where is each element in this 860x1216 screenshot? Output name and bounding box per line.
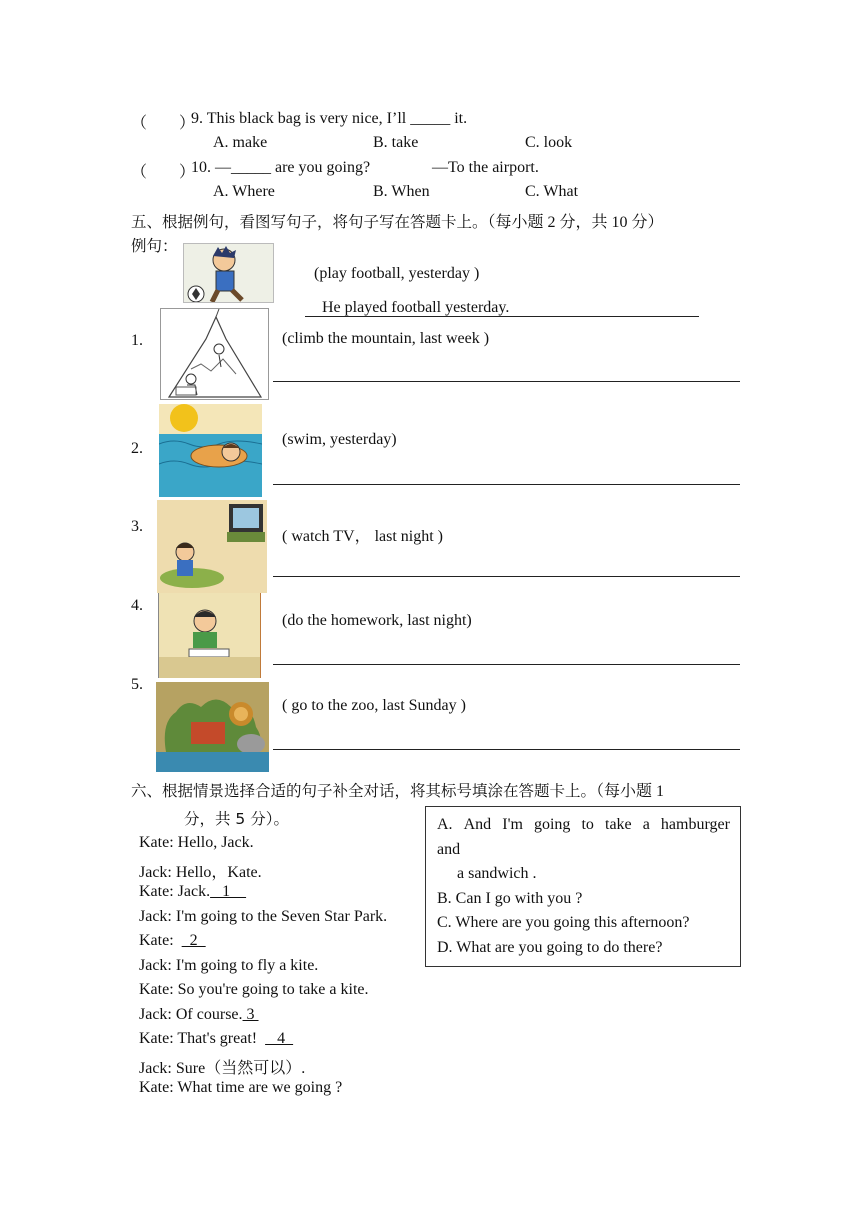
picture-climb-mountain xyxy=(160,308,269,400)
dialogue-text: Jack: Hello，Kate. xyxy=(139,863,262,881)
option-a-line1: A. And I'm going to take a hamburger xyxy=(437,816,730,833)
dialogue-text: Jack: Sure（当然可以）. xyxy=(139,1059,306,1077)
dialogue-line xyxy=(139,932,206,950)
dialogue-blank[interactable]: 3 xyxy=(242,1005,259,1023)
dialogue-text: Kate: Hello, Jack. xyxy=(139,834,254,851)
item4-number: 4. xyxy=(131,597,143,614)
dialogue-line xyxy=(139,1030,293,1048)
section5-points: （每小题 2 分，共 10 分） xyxy=(487,214,664,231)
section6-points: （每小题 1 xyxy=(596,783,665,800)
item3-prompt: ( watch TV， last night ) xyxy=(282,528,444,545)
option-d: D. What are you going to do there? xyxy=(437,939,663,956)
option-c: C. Where are you going this afternoon? xyxy=(437,914,690,931)
option-a-line2: and xyxy=(437,841,461,858)
dialogue-text: Jack: I'm going to the Seven Star Park. xyxy=(139,907,388,925)
example-picture-football xyxy=(183,243,274,303)
item1-answer-line[interactable] xyxy=(273,381,740,382)
dialogue-text: Kate: That's great! xyxy=(139,1030,266,1047)
dialogue-line xyxy=(139,1079,342,1097)
item5-prompt: ( go to the zoo, last Sunday ) xyxy=(282,697,466,714)
section6-title: 六、根据情景选择合适的句子补全对话，将其标号填涂在答题卡上。 xyxy=(131,782,597,800)
item2-prompt: (swim, yesterday) xyxy=(282,431,397,448)
q10-answer: —To the airport. xyxy=(432,159,539,176)
q10-text: 10. —_____ are you going? xyxy=(191,159,371,176)
dialogue-line xyxy=(139,859,262,882)
q10-option-a: A. Where xyxy=(213,183,275,200)
dialogue-blank[interactable]: 2 xyxy=(181,932,206,949)
option-a-line3: a sandwich . xyxy=(457,865,537,882)
q9-text: 9. This black bag is very nice, I’ll _____ it. xyxy=(191,110,468,127)
item2-answer-line[interactable] xyxy=(273,484,740,485)
q9-option-c: C. look xyxy=(525,134,573,151)
picture-watch-tv xyxy=(157,500,267,593)
item1-prompt: (climb the mountain, last week ) xyxy=(282,330,490,347)
dialogue-line xyxy=(139,1006,259,1024)
dialogue-line xyxy=(139,957,318,975)
dialogue-text: Jack: Of course. xyxy=(139,1005,243,1023)
dialogue-line xyxy=(139,981,369,999)
item5-number: 5. xyxy=(131,676,143,693)
dialogue-text: Kate: xyxy=(139,932,182,949)
item3-answer-line[interactable] xyxy=(273,576,740,577)
q9-option-b: B. take xyxy=(373,134,419,151)
q9-paren: （ ） xyxy=(131,115,196,132)
example-prompt: (play football, yesterday ) xyxy=(314,265,480,282)
item1-number: 1. xyxy=(131,332,143,349)
q10-option-b: B. When xyxy=(373,183,430,200)
options-box xyxy=(425,806,741,967)
item4-prompt: (do the homework, last night) xyxy=(282,612,472,629)
q10-option-c: C. What xyxy=(525,183,579,200)
picture-zoo xyxy=(156,682,269,772)
picture-swim xyxy=(159,404,262,497)
dialogue-text: Jack: I'm going to fly a kite. xyxy=(139,956,319,974)
dialogue-line xyxy=(139,908,387,926)
item4-answer-line[interactable] xyxy=(273,664,740,665)
q10-paren: （ ） xyxy=(131,164,196,181)
dialogue-blank[interactable]: 1 xyxy=(210,883,247,900)
dialogue-blank[interactable]: 4 xyxy=(265,1030,294,1047)
dialogue-text: Kate: Jack. xyxy=(139,883,211,900)
dialogue-text: Kate: So you're going to take a kite. xyxy=(139,981,369,998)
section5-title: 五、根据例句，看图写句子，将句子写在答题卡上。 xyxy=(131,213,488,231)
dialogue-line xyxy=(139,1055,305,1078)
item3-number: 3. xyxy=(131,518,143,535)
dialogue-line xyxy=(139,883,246,901)
dialogue-text: Kate: What time are we going ? xyxy=(139,1079,343,1096)
example-label: 例句： xyxy=(131,237,178,255)
option-b: B. Can I go with you ? xyxy=(437,890,583,907)
q9-option-a: A. make xyxy=(213,134,268,151)
section6-points-cont: 分，共 5 分）。 xyxy=(184,810,289,828)
dialogue-line xyxy=(139,834,254,852)
picture-homework xyxy=(158,593,261,678)
section6-heading xyxy=(131,778,664,801)
section5-heading xyxy=(131,209,664,232)
item2-number: 2. xyxy=(131,440,143,457)
example-answer: He played football yesterday. xyxy=(322,299,510,316)
item5-answer-line[interactable] xyxy=(273,749,740,750)
